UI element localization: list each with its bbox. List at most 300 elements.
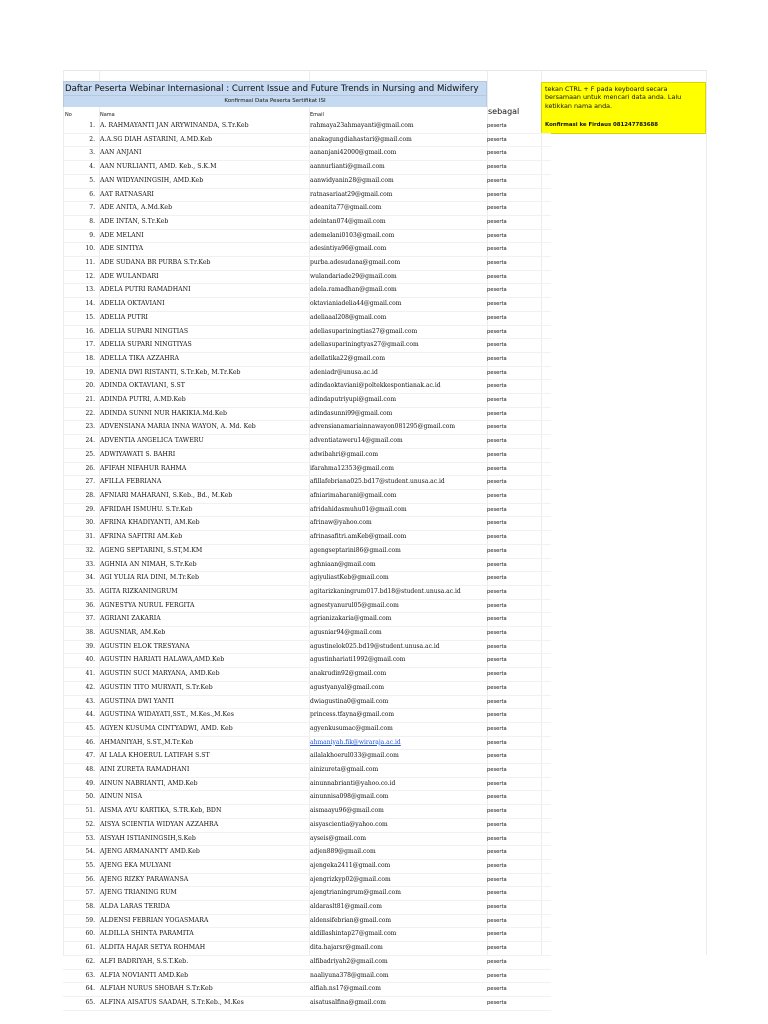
- participant-role: peserta: [487, 531, 551, 545]
- participant-name: AFILLA FEBRIANA: [99, 476, 310, 490]
- participant-email: [310, 736, 487, 750]
- participant-role: peserta: [487, 942, 551, 956]
- row-number: 39.: [63, 640, 99, 654]
- participant-role: peserta: [487, 818, 551, 832]
- participant-name: AINUN NABRIANTI, AMD.Keb: [99, 777, 310, 791]
- row-number: 47.: [63, 750, 99, 764]
- row-number: 3.: [63, 147, 99, 161]
- participant-email: afillafebriana025.bd17@student.unusa.ac.id: [310, 476, 487, 490]
- table-row[interactable]: [63, 572, 551, 586]
- table-row[interactable]: [63, 846, 551, 860]
- participant-email: adeliasupariningtyas27@gmail.com: [310, 339, 487, 353]
- row-number: 5.: [63, 174, 99, 188]
- participant-name: ALFIAH NURUS SHOBAH S.Tr.Keb: [99, 983, 310, 997]
- participant-name: ALFI BADRIYAH, S.S.T.Keb.: [99, 955, 310, 969]
- participant-role: peserta: [487, 791, 551, 805]
- participant-role: peserta: [487, 901, 551, 915]
- participant-name: AFNIARI MAHARANI, S.Keb., Bd., M.Keb: [99, 489, 310, 503]
- table-row[interactable]: [63, 791, 551, 805]
- participant-role: peserta: [487, 805, 551, 819]
- row-number: 36.: [63, 599, 99, 613]
- participant-name: AFIFAH NIFAHUR RAHMA: [99, 462, 310, 476]
- row-number: 52.: [63, 818, 99, 832]
- notice-text: tekan CTRL + F pada keyboard secara bersamaan untuk mencari data anda. Lalu ketikkan nama anda.: [545, 85, 682, 110]
- column-gridline: [706, 70, 707, 955]
- row-number: 43.: [63, 695, 99, 709]
- participant-email: anakrudin92@gmail.com: [310, 668, 487, 682]
- participant-role: peserta: [487, 147, 551, 161]
- row-number: 45.: [63, 722, 99, 736]
- table-row[interactable]: [63, 394, 551, 408]
- participant-name: ADINDA SUNNI NUR HAKIKIA.Md.Keb: [99, 407, 310, 421]
- participant-role: peserta: [487, 489, 551, 503]
- table-row[interactable]: [63, 805, 551, 819]
- row-number: 50.: [63, 791, 99, 805]
- participant-email: agitarizkaningrum017.bd18@student.unusa.ac.id: [310, 585, 487, 599]
- participant-role: peserta: [487, 914, 551, 928]
- row-number: 15.: [63, 311, 99, 325]
- participant-role: peserta: [487, 709, 551, 723]
- participant-name: AGNESTYA NURUL FERGITA: [99, 599, 310, 613]
- participant-email: adela.ramadhan@gmail.com: [310, 284, 487, 298]
- table-row[interactable]: [63, 120, 551, 133]
- participant-name: ADELIA PUTRI: [99, 311, 310, 325]
- participant-name: AISMA AYU KARTIKA, S.TR.Keb, BDN: [99, 805, 310, 819]
- table-row[interactable]: [63, 435, 551, 449]
- participant-name: AGUSNIAR, AM.Keb: [99, 627, 310, 641]
- table-row[interactable]: [63, 901, 551, 915]
- participant-email: rahmaya23ahmayanti@gmail.com: [310, 120, 487, 133]
- sheet-title: Daftar Peserta Webinar Internasional : Current Issue and Future Trends in Nursing and Midwifery: [63, 81, 487, 96]
- participant-role: peserta: [487, 188, 551, 202]
- row-number: 20.: [63, 380, 99, 394]
- row-number: 58.: [63, 901, 99, 915]
- table-row[interactable]: [63, 764, 551, 778]
- table-row[interactable]: [63, 558, 551, 572]
- table-row[interactable]: [63, 668, 551, 682]
- table-row[interactable]: [63, 215, 551, 229]
- participant-email: ailalakhoerul033@gmail.com: [310, 750, 487, 764]
- row-number: 10.: [63, 243, 99, 257]
- participant-name: AJENG EKA MULYANI: [99, 859, 310, 873]
- table-row[interactable]: [63, 257, 551, 271]
- participant-name: ADE MELANI: [99, 229, 310, 243]
- table-row[interactable]: [63, 627, 551, 641]
- participant-email: adellatika22@gmail.com: [310, 352, 487, 366]
- table-row[interactable]: [63, 942, 551, 956]
- participant-name: AISYAH ISTIANINGSIH,S.Keb: [99, 832, 310, 846]
- table-row[interactable]: [63, 325, 551, 339]
- table-row[interactable]: [63, 983, 551, 997]
- row-number: 40.: [63, 654, 99, 668]
- row-number: 64.: [63, 983, 99, 997]
- participant-name: AGYEN KUSUMA CINTYADWI, AMD. Keb: [99, 722, 310, 736]
- table-row[interactable]: [63, 832, 551, 846]
- participant-name: AAN NURLIANTI, AMD. Keb., S.K.M: [99, 161, 310, 175]
- participant-name: ALFINA AISATUS SAADAH, S.Tr.Keb., M.Kes: [99, 997, 310, 1011]
- table-row[interactable]: [63, 352, 551, 366]
- table-row[interactable]: [63, 654, 551, 668]
- participant-name: ADINDA PUTRI, A.MD.Keb: [99, 394, 310, 408]
- participant-name: AI LALA KHOERUL LATIFAH S.ST: [99, 750, 310, 764]
- participant-email: ajengeka2411@gmail.com: [310, 859, 487, 873]
- participant-email: adesintiya96@gmail.com: [310, 243, 487, 257]
- participant-email: aananjani42000@gmail.com: [310, 147, 487, 161]
- participant-name: AFRINA SAFITRI AM.Keb: [99, 531, 310, 545]
- row-number: 30.: [63, 517, 99, 531]
- participant-email: agrianizakaria@gmail.com: [310, 613, 487, 627]
- participant-role: peserta: [487, 585, 551, 599]
- sebagai-column-label: sebagal: [488, 107, 520, 116]
- participant-name: AFRIDAH ISMUHU. S.Tr.Keb: [99, 503, 310, 517]
- participant-role: peserta: [487, 215, 551, 229]
- participant-role: peserta: [487, 476, 551, 490]
- table-row[interactable]: [63, 174, 551, 188]
- row-number: 48.: [63, 764, 99, 778]
- participant-name: AAN ANJANI: [99, 147, 310, 161]
- participant-table: [63, 120, 551, 1011]
- participant-email: dita.hajarsr@gmail.com: [310, 942, 487, 956]
- participant-email: dwiagustina0@gmail.com: [310, 695, 487, 709]
- participant-role: peserta: [487, 243, 551, 257]
- table-row[interactable]: [63, 229, 551, 243]
- participant-role: peserta: [487, 380, 551, 394]
- row-number: 54.: [63, 846, 99, 860]
- table-row[interactable]: [63, 955, 551, 969]
- row-number: 18.: [63, 352, 99, 366]
- participant-role: peserta: [487, 257, 551, 271]
- participant-role: peserta: [487, 859, 551, 873]
- participant-name: AAT RATNASARI: [99, 188, 310, 202]
- participant-role: peserta: [487, 284, 551, 298]
- participant-name: ADE WULANDARI: [99, 270, 310, 284]
- participant-name: ADVENSIANA MARIA INNA WAYON, A. Md. Keb: [99, 421, 310, 435]
- participant-email: aldaraslt81@gmail.com: [310, 901, 487, 915]
- participant-role: peserta: [487, 832, 551, 846]
- participant-name: AGI YULIA RIA DINI, M.Tr.Keb: [99, 572, 310, 586]
- participant-email: ainizureta@gmail.com: [310, 764, 487, 778]
- row-number: 22.: [63, 407, 99, 421]
- row-number: 28.: [63, 489, 99, 503]
- participant-name: AGITA RIZKANINGRUM: [99, 585, 310, 599]
- participant-name: ADELIA SUPARI NINGTIAS: [99, 325, 310, 339]
- participant-role: peserta: [487, 120, 551, 133]
- participant-name: ADELLA TIKA AZZAHRA: [99, 352, 310, 366]
- participant-name: AGUSTIN HARIATI HALAWA,AMD.Keb: [99, 654, 310, 668]
- search-instruction-notice: [541, 82, 706, 134]
- row-number: 23.: [63, 421, 99, 435]
- table-row[interactable]: [63, 681, 551, 695]
- row-number: 12.: [63, 270, 99, 284]
- table-row[interactable]: [63, 914, 551, 928]
- participant-role: peserta: [487, 325, 551, 339]
- participant-email: adeliasupariningtias27@gmail.com: [310, 325, 487, 339]
- table-row[interactable]: [63, 613, 551, 627]
- participant-role: peserta: [487, 462, 551, 476]
- table-row[interactable]: [63, 750, 551, 764]
- participant-name: AGUSTIN SUCI MARYANA, AMD.Keb: [99, 668, 310, 682]
- participant-email: afridahidasmuhu01@gmail.com: [310, 503, 487, 517]
- participant-role: peserta: [487, 229, 551, 243]
- table-row[interactable]: [63, 709, 551, 723]
- participant-name: AJENG ARMANANTY AMD.Keb: [99, 846, 310, 860]
- row-number: 33.: [63, 558, 99, 572]
- column-header-name: Nama: [100, 112, 115, 118]
- row-number: 26.: [63, 462, 99, 476]
- row-number: 42.: [63, 681, 99, 695]
- participant-role: peserta: [487, 394, 551, 408]
- row-number: 1.: [63, 120, 99, 133]
- row-number: 14.: [63, 298, 99, 312]
- participant-name: ALDA LARAS TERIDA: [99, 901, 310, 915]
- participant-role: peserta: [487, 339, 551, 353]
- participant-role: peserta: [487, 955, 551, 969]
- notice-contact: Konfirmasi ke Firdaus 081247783688: [545, 122, 659, 129]
- participant-role: peserta: [487, 572, 551, 586]
- participant-name: AGUSTINA WIDAYATI,SST., M.Kes.,M.Kes: [99, 709, 310, 723]
- participant-email: adeanita77@gmail.com: [310, 202, 487, 216]
- row-number: 11.: [63, 257, 99, 271]
- participant-role: peserta: [487, 983, 551, 997]
- table-row[interactable]: [63, 366, 551, 380]
- participant-email: princess.tfayna@gmail.com: [310, 709, 487, 723]
- participant-email: agustinhariati1992@gmail.com: [310, 654, 487, 668]
- row-number: 37.: [63, 613, 99, 627]
- participant-role: peserta: [487, 298, 551, 312]
- participant-name: AGHNIA AN NIMAH, S.Tr.Keb: [99, 558, 310, 572]
- table-row[interactable]: [63, 544, 551, 558]
- table-row[interactable]: [63, 270, 551, 284]
- participant-name: AGUSTINA DWI YANTI: [99, 695, 310, 709]
- sheet-subtitle: Konfirmasi Data Peserta Sertifikat ISI: [63, 96, 487, 107]
- table-row[interactable]: [63, 736, 551, 750]
- participant-name: ADE SUDANA BR PURBA S.Tr.Keb: [99, 257, 310, 271]
- email-link[interactable]: ahmaniyah.fik@wiraraja.ac.id: [310, 738, 401, 746]
- table-row[interactable]: [63, 887, 551, 901]
- row-number: 56.: [63, 873, 99, 887]
- row-number: 13.: [63, 284, 99, 298]
- table-row[interactable]: [63, 133, 551, 147]
- participant-role: peserta: [487, 750, 551, 764]
- participant-name: AINI ZURETA RAMADHANI: [99, 764, 310, 778]
- participant-email: ayseis@gmail.com: [310, 832, 487, 846]
- row-number: 53.: [63, 832, 99, 846]
- participant-email: aanwidyanin28@gmail.com: [310, 174, 487, 188]
- participant-name: A. RAHMAYANTI JAN ARYWINANDA, S.Tr.Keb: [99, 120, 310, 133]
- table-row[interactable]: [63, 243, 551, 257]
- participant-email: wulandariade29@gmail.com: [310, 270, 487, 284]
- participant-name: ADELIA OKTAVIANI: [99, 298, 310, 312]
- participant-email: agusniar94@gmail.com: [310, 627, 487, 641]
- participant-role: peserta: [487, 366, 551, 380]
- participant-role: peserta: [487, 969, 551, 983]
- participant-role: peserta: [487, 270, 551, 284]
- participant-role: peserta: [487, 887, 551, 901]
- table-row[interactable]: [63, 311, 551, 325]
- participant-role: peserta: [487, 517, 551, 531]
- row-number: 62.: [63, 955, 99, 969]
- participant-role: peserta: [487, 544, 551, 558]
- participant-role: peserta: [487, 421, 551, 435]
- participant-name: AGUSTIN TITO MURYATI, S.Tr.Keb: [99, 681, 310, 695]
- participant-name: AGENG SEPTARINI, S.ST,M.KM: [99, 544, 310, 558]
- participant-table-body: [63, 120, 551, 1010]
- row-number: 4.: [63, 161, 99, 175]
- row-number: 46.: [63, 736, 99, 750]
- row-number: 49.: [63, 777, 99, 791]
- row-number: 25.: [63, 448, 99, 462]
- row-number: 7.: [63, 202, 99, 216]
- participant-role: peserta: [487, 873, 551, 887]
- participant-email: aghniaan@gmail.com: [310, 558, 487, 572]
- participant-role: peserta: [487, 764, 551, 778]
- participant-name: ADELA PUTRI RAMADHANI: [99, 284, 310, 298]
- participant-name: ADE ANITA, A.Md.Keb: [99, 202, 310, 216]
- table-row[interactable]: [63, 517, 551, 531]
- participant-email: alfibadriyah2@gmail.com: [310, 955, 487, 969]
- participant-role: peserta: [487, 202, 551, 216]
- participant-name: AJENG TRIANING RUM: [99, 887, 310, 901]
- table-row[interactable]: [63, 599, 551, 613]
- participant-email: ifarahma12353@gmail.com: [310, 462, 487, 476]
- participant-email: adventiataweru14@gmail.com: [310, 435, 487, 449]
- table-row[interactable]: [63, 298, 551, 312]
- participant-name: AINUN NISA: [99, 791, 310, 805]
- participant-name: ADENIA DWI RISTANTI, S.Tr.Keb, M.Tr.Keb: [99, 366, 310, 380]
- participant-name: AHMANIYAH, S.ST.,M.Tr.Keb: [99, 736, 310, 750]
- row-number: 57.: [63, 887, 99, 901]
- participant-email: adeniadr@unusa.ac.id: [310, 366, 487, 380]
- table-row[interactable]: [63, 640, 551, 654]
- participant-role: peserta: [487, 654, 551, 668]
- participant-role: peserta: [487, 640, 551, 654]
- column-header-email: Email: [310, 112, 324, 118]
- table-row[interactable]: [63, 997, 551, 1011]
- table-row[interactable]: [63, 462, 551, 476]
- participant-name: AGRIANI ZAKARIA: [99, 613, 310, 627]
- table-row[interactable]: [63, 380, 551, 394]
- row-number: 61.: [63, 942, 99, 956]
- participant-email: aisatusalfina@gmail.com: [310, 997, 487, 1011]
- participant-email: adindaoktaviani@poltekkespontianak.ac.id: [310, 380, 487, 394]
- table-row[interactable]: [63, 777, 551, 791]
- row-number: 29.: [63, 503, 99, 517]
- row-number: 65.: [63, 997, 99, 1011]
- table-row[interactable]: [63, 188, 551, 202]
- row-number: 63.: [63, 969, 99, 983]
- row-number: 24.: [63, 435, 99, 449]
- table-row[interactable]: [63, 339, 551, 353]
- table-row[interactable]: [63, 448, 551, 462]
- table-row[interactable]: [63, 695, 551, 709]
- participant-role: peserta: [487, 736, 551, 750]
- table-row[interactable]: [63, 531, 551, 545]
- table-row[interactable]: [63, 722, 551, 736]
- table-row[interactable]: [63, 407, 551, 421]
- participant-name: AFRINA KHADIYANTI, AM.Keb: [99, 517, 310, 531]
- participant-role: peserta: [487, 503, 551, 517]
- participant-email: ademelani0103@gmail.com: [310, 229, 487, 243]
- participant-name: AJENG RIZKY PARAWANSA: [99, 873, 310, 887]
- table-row[interactable]: [63, 284, 551, 298]
- row-number: 19.: [63, 366, 99, 380]
- participant-email: agiyuliastKeb@gmail.com: [310, 572, 487, 586]
- table-row[interactable]: [63, 928, 551, 942]
- row-number: 60.: [63, 928, 99, 942]
- participant-name: ADE INTAN, S.Tr.Keb: [99, 215, 310, 229]
- row-number: 17.: [63, 339, 99, 353]
- participant-email: ainunnabrianti@yahoo.co.id: [310, 777, 487, 791]
- participant-role: peserta: [487, 352, 551, 366]
- table-row[interactable]: [63, 202, 551, 216]
- participant-role: peserta: [487, 133, 551, 147]
- row-number: 59.: [63, 914, 99, 928]
- table-row[interactable]: [63, 585, 551, 599]
- row-number: 34.: [63, 572, 99, 586]
- row-number: 44.: [63, 709, 99, 723]
- row-number: 27.: [63, 476, 99, 490]
- row-number: 16.: [63, 325, 99, 339]
- participant-email: anakagungdiahastari@gmail.com: [310, 133, 487, 147]
- participant-role: peserta: [487, 599, 551, 613]
- participant-name: ALDITA HAJAR SETYA ROHMAH: [99, 942, 310, 956]
- participant-email: agyenkusumac@gmail.com: [310, 722, 487, 736]
- participant-email: ajengtrianingrum@gmail.com: [310, 887, 487, 901]
- participant-email: agengseptarini86@gmail.com: [310, 544, 487, 558]
- participant-email: agnestyanurul05@gmail.com: [310, 599, 487, 613]
- participant-role: peserta: [487, 681, 551, 695]
- participant-email: adjen889@gmail.com: [310, 846, 487, 860]
- table-row[interactable]: [63, 818, 551, 832]
- participant-role: peserta: [487, 928, 551, 942]
- participant-email: ajengrizkyp02@gmail.com: [310, 873, 487, 887]
- participant-name: AISYA SCIENTIA WIDYAN AZZAHRA: [99, 818, 310, 832]
- participant-email: alfiah.ns17@gmail.com: [310, 983, 487, 997]
- participant-name: AAN WIDYANINGSIH, AMD.Keb: [99, 174, 310, 188]
- table-row[interactable]: [63, 421, 551, 435]
- participant-name: ALDENSI FEBRIAN YOGASMARA: [99, 914, 310, 928]
- table-row[interactable]: [63, 969, 551, 983]
- participant-role: peserta: [487, 613, 551, 627]
- row-number: 6.: [63, 188, 99, 202]
- row-number: 51.: [63, 805, 99, 819]
- participant-email: adindaputriyupi@gmail.com: [310, 394, 487, 408]
- participant-role: peserta: [487, 997, 551, 1011]
- table-row[interactable]: [63, 503, 551, 517]
- table-row[interactable]: [63, 476, 551, 490]
- row-number: 31.: [63, 531, 99, 545]
- participant-name: ALFIA NOVIANTI AMD.Keb: [99, 969, 310, 983]
- participant-role: peserta: [487, 558, 551, 572]
- participant-role: peserta: [487, 777, 551, 791]
- participant-role: peserta: [487, 846, 551, 860]
- participant-name: ADELIA SUPARI NINGTIYAS: [99, 339, 310, 353]
- table-row[interactable]: [63, 859, 551, 873]
- participant-email: adindasunni99@gmail.com: [310, 407, 487, 421]
- participant-name: AGUSTIN ELOK TRESYANA: [99, 640, 310, 654]
- table-row[interactable]: [63, 489, 551, 503]
- table-row[interactable]: [63, 161, 551, 175]
- participant-role: peserta: [487, 311, 551, 325]
- participant-role: peserta: [487, 448, 551, 462]
- table-row[interactable]: [63, 147, 551, 161]
- participant-email: aismaayu96@gmail.com: [310, 805, 487, 819]
- participant-email: afrinasafitri.amKeb@gmail.com: [310, 531, 487, 545]
- column-header-no: No: [65, 112, 72, 118]
- participant-email: adeintan074@gmail.com: [310, 215, 487, 229]
- table-row[interactable]: [63, 873, 551, 887]
- row-number: 38.: [63, 627, 99, 641]
